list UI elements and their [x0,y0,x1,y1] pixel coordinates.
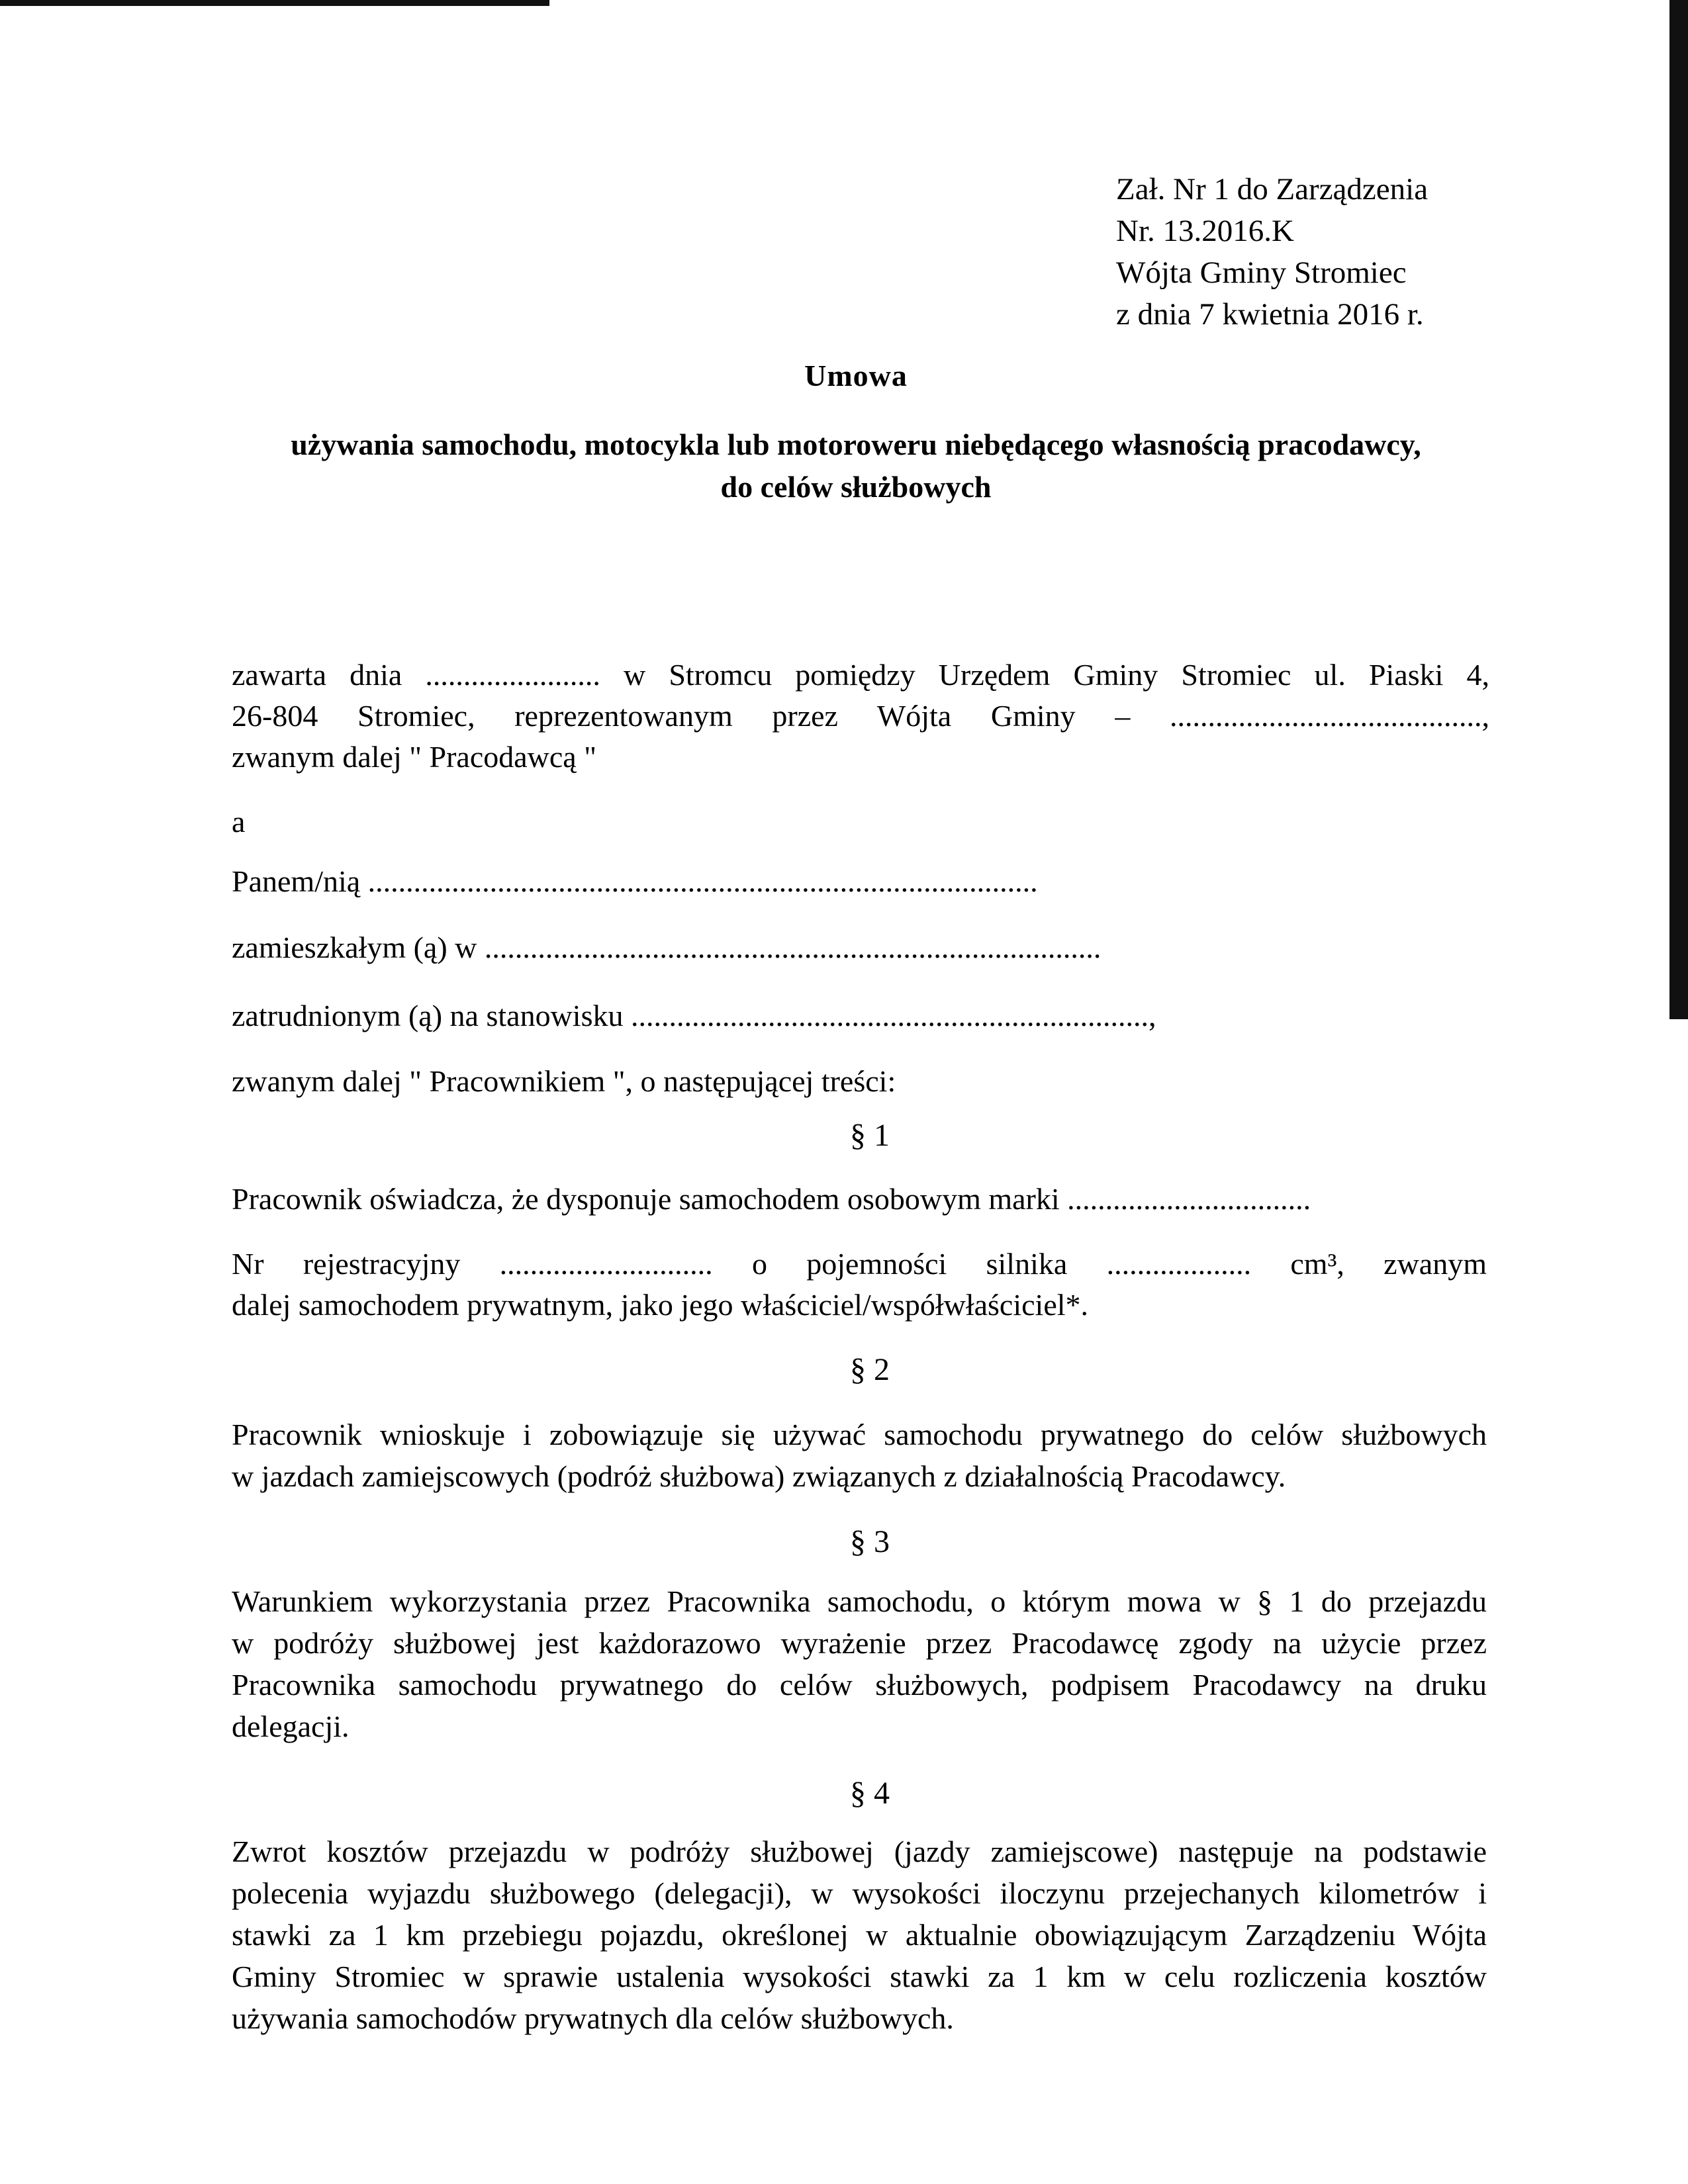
section-3-line: delegacji. [232,1709,350,1743]
section-3-line: Warunkiem wykorzystania przez Pracownika samochodu, o którym mowa w § 1 do przejazdu [232,1584,1487,1618]
employee-name-field: Panem/nią ........................................................................................ [232,864,1038,898]
employee-closing: zwanym dalej " Pracownikiem ", o następującej treści: [232,1064,896,1098]
section-sign-3: § 3 [850,1524,890,1559]
document-title: Umowa [804,359,908,392]
section-1-line: Nr rejestracyjny ............................ o pojemności silnika ................... cm³, zwanym [232,1247,1487,1281]
section-sign-2: § 2 [850,1352,890,1387]
section-4-line: Zwrot kosztów przejazdu w podróży służbowej (jazdy zamiejscowe) następuje na podstawie [232,1835,1487,1868]
scan-edge-top [0,0,549,6]
section-4-line: używania samochodów prywatnych dla celów służbowych. [232,2001,954,2035]
scan-edge-right [1669,0,1688,1019]
attachment-note-line: Nr. 13.2016.K [1116,214,1294,248]
section-3-line: w podróży służbowej jest każdorazowo wyrażenie przez Pracodawcę zgody na użycie przez [232,1626,1487,1660]
attachment-note [1116,169,1646,336]
section-4-line: polecenia wyjazdu służbowego (delegacji), w wysokości iloczynu przejechanych kilometrów i [232,1876,1487,1910]
section-sign-1: § 1 [850,1118,890,1153]
subtitle-line: do celów służbowych [720,470,992,504]
section-4-paragraph [232,1831,1487,2039]
attachment-note-line: Zał. Nr 1 do Zarządzenia [1116,172,1429,206]
section-4-line: Gminy Stromiec w sprawie ustalenia wysokości stawki za 1 km w celu rozliczenia kosztów [232,1960,1487,1993]
subtitle-line: używania samochodu, motocykla lub motoroweru niebędącego własnością pracodawcy, [291,428,1421,461]
section-2-line: w jazdach zamiejscowych (podróż służbowa) związanych z działalnością Pracodawcy. [232,1459,1286,1493]
section-1-line: Pracownik oświadcza, że dysponuje samochodem osobowym marki ................................ [232,1182,1311,1216]
intro-line: zwanym dalej " Pracodawcą " [232,740,596,774]
conjunction: a [232,805,246,839]
employee-residence-field: zamieszkałym (ą) w ................................................................................. [232,931,1102,964]
intro-line: zawarta dnia ....................... w Stromcu pomiędzy Urzędem Gminy Stromiec ul. Piaski 4, [232,658,1489,692]
attachment-note-line: Wójta Gminy Stromiec [1116,255,1407,290]
section-2-line: Pracownik wnioskuje i zobowiązuje się używać samochodu prywatnego do celów służbowych [232,1418,1487,1451]
attachment-note-line: z dnia 7 kwietnia 2016 r. [1116,297,1424,332]
section-1-line: dalej samochodem prywatnym, jako jego właściciel/współwłaściciel*. [232,1288,1089,1322]
intro-line: 26-804 Stromiec, reprezentowanym przez Wójta Gminy – ........................................., [232,699,1489,733]
section-3-paragraph [232,1580,1487,1747]
employee-position-field: zatrudnionym (ą) na stanowisku ...................................................................., [232,999,1156,1032]
document-subtitle [0,424,1688,508]
section-4-line: stawki za 1 km przebiegu pojazdu, określonej w aktualnie obowiązującym Zarządzeniu Wójta [232,1918,1487,1952]
section-3-line: Pracownika samochodu prywatnego do celów służbowych, podpisem Pracodawcy na druku [232,1668,1487,1702]
section-sign-4: § 4 [850,1776,890,1811]
section-2-paragraph [232,1414,1487,1497]
